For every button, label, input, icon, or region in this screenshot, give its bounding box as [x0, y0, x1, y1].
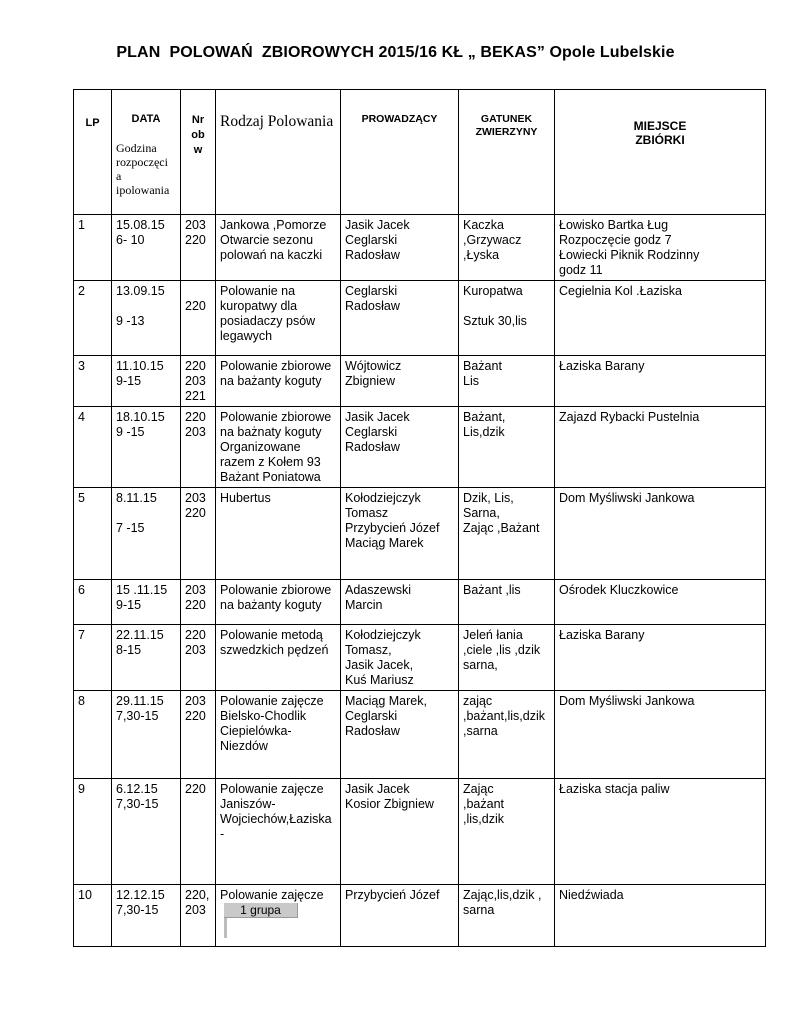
cell-nr: 220 [181, 779, 216, 885]
cell-gatunek: zając ,bażant,lis,dzik ,sarna [459, 691, 555, 779]
cell-lp: 2 [74, 281, 112, 356]
cell-nr: 203 220 [181, 691, 216, 779]
cell-miejsce: Cegielnia Kol .Łaziska [555, 281, 766, 356]
cell-prowadzacy: Jasik Jacek Ceglarski Radosław [341, 215, 459, 281]
header-gatunek: GATUNEK ZWIERZYNY [459, 90, 555, 215]
header-data [112, 90, 181, 215]
cell-rodzaj: Polowanie na kuropatwy dla posiadaczy psów legawych [216, 281, 341, 356]
cell-prowadzacy: Jasik Jacek Ceglarski Radosław [341, 407, 459, 488]
cell-date: 15.08.15 6- 10 [112, 215, 181, 281]
group-marker [224, 918, 227, 938]
table-row [74, 691, 766, 779]
cell-miejsce: Łaziska Barany [555, 625, 766, 691]
table-row [74, 407, 766, 488]
cell-lp: 9 [74, 779, 112, 885]
table-row [74, 779, 766, 885]
cell-lp: 6 [74, 580, 112, 625]
cell-lp: 1 [74, 215, 112, 281]
header-miejsce: MIEJSCE ZBIÓRKI [555, 90, 766, 215]
cell-lp: 10 [74, 885, 112, 947]
cell-date: 12.12.15 7,30-15 [112, 885, 181, 947]
table-row [74, 580, 766, 625]
cell-nr: 203 220 [181, 215, 216, 281]
table-row [74, 625, 766, 691]
cell-rodzaj: Polowanie zajęcze Janiszów- Wojciechów,Łaziska - [216, 779, 341, 885]
cell-rodzaj: Hubertus [216, 488, 341, 580]
table-row [74, 488, 766, 580]
table-row [74, 215, 766, 281]
cell-date: 29.11.15 7,30-15 [112, 691, 181, 779]
cell-gatunek: Bażant ,lis [459, 580, 555, 625]
page-title: PLAN POLOWAŃ ZBIOROWYCH 2015/16 KŁ „ BEKAS” Opole Lubelskie [116, 44, 675, 61]
cell-miejsce: Niedźwiada [555, 885, 766, 947]
group-label: 1 grupa [224, 903, 298, 918]
cell-lp: 5 [74, 488, 112, 580]
cell-lp: 4 [74, 407, 112, 488]
cell-miejsce: Ośrodek Kluczkowice [555, 580, 766, 625]
cell-gatunek: Kuropatwa Sztuk 30,lis [459, 281, 555, 356]
cell-gatunek: Bażant, Lis,dzik [459, 407, 555, 488]
cell-rodzaj: Polowanie zajęcze Bielsko-Chodlik Ciepielówka- Niezdów [216, 691, 341, 779]
hunt-plan-table [73, 89, 766, 947]
cell-prowadzacy: Wójtowicz Zbigniew [341, 356, 459, 407]
cell-rodzaj [216, 885, 341, 947]
cell-prowadzacy: Kołodziejczyk Tomasz Przybycień Józef Maciąg Marek [341, 488, 459, 580]
cell-miejsce: Zajazd Rybacki Pustelnia [555, 407, 766, 488]
cell-nr: 203 220 [181, 580, 216, 625]
cell-prowadzacy: Adaszewski Marcin [341, 580, 459, 625]
table-header-row [74, 90, 766, 215]
cell-rodzaj-text: Polowanie zajęcze [220, 888, 324, 902]
table-row [74, 281, 766, 356]
cell-gatunek: Dzik, Lis, Sarna, Zając ,Bażant [459, 488, 555, 580]
cell-rodzaj: Polowanie metodą szwedzkich pędzeń [216, 625, 341, 691]
cell-date: 22.11.15 8-15 [112, 625, 181, 691]
cell-date: 11.10.15 9-15 [112, 356, 181, 407]
cell-lp: 3 [74, 356, 112, 407]
cell-date: 6.12.15 7,30-15 [112, 779, 181, 885]
cell-prowadzacy: Maciąg Marek, Ceglarski Radosław [341, 691, 459, 779]
cell-gatunek: Bażant Lis [459, 356, 555, 407]
table-row [74, 885, 766, 947]
cell-date: 18.10.15 9 -15 [112, 407, 181, 488]
cell-prowadzacy: Jasik Jacek Kosior Zbigniew [341, 779, 459, 885]
cell-gatunek: Kaczka ,Grzywacz ,Łyska [459, 215, 555, 281]
cell-rodzaj: Jankowa ,Pomorze Otwarcie sezonu polowań na kaczki [216, 215, 341, 281]
cell-rodzaj: Polowanie zbiorowe na bażanty koguty [216, 580, 341, 625]
cell-date: 8.11.15 7 -15 [112, 488, 181, 580]
header-data-label: DATA [131, 113, 161, 125]
header-rodzaj: Rodzaj Polowania [216, 90, 341, 215]
header-data-sub: Godzina rozpoczęci a ipolowania [116, 141, 170, 197]
cell-gatunek: Jeleń łania ,ciele ,lis ,dzik sarna, [459, 625, 555, 691]
cell-lp: 8 [74, 691, 112, 779]
cell-nr: 220 203 221 [181, 356, 216, 407]
cell-prowadzacy: Kołodziejczyk Tomasz, Jasik Jacek, Kuś Mariusz [341, 625, 459, 691]
cell-miejsce: Dom Myśliwski Jankowa [555, 488, 766, 580]
cell-gatunek: Zając,lis,dzik , sarna [459, 885, 555, 947]
cell-miejsce: Łaziska Barany [555, 356, 766, 407]
cell-lp: 7 [74, 625, 112, 691]
header-prowadzacy: PROWADZĄCY [341, 90, 459, 215]
header-nr-obw: Nr ob w [181, 90, 216, 215]
cell-miejsce: Łaziska stacja paliw [555, 779, 766, 885]
cell-nr: 220 [181, 281, 216, 356]
cell-nr: 203 220 [181, 488, 216, 580]
cell-prowadzacy: Przybycień Józef [341, 885, 459, 947]
header-lp: LP [74, 90, 112, 215]
table-row [74, 356, 766, 407]
cell-rodzaj: Polowanie zbiorowe na bażnaty koguty Organizowane razem z Kołem 93 Bażant Poniatowa [216, 407, 341, 488]
cell-date: 15 .11.15 9-15 [112, 580, 181, 625]
cell-nr: 220 203 [181, 407, 216, 488]
cell-miejsce: Łowisko Bartka Ług Rozpoczęcie godz 7 Łowiecki Piknik Rodzinny godz 11 [555, 215, 766, 281]
cell-miejsce: Dom Myśliwski Jankowa [555, 691, 766, 779]
cell-nr: 220, 203 [181, 885, 216, 947]
cell-prowadzacy: Ceglarski Radosław [341, 281, 459, 356]
cell-nr: 220 203 [181, 625, 216, 691]
cell-date: 13.09.15 9 -13 [112, 281, 181, 356]
cell-gatunek: Zając ,bażant ,lis,dzik [459, 779, 555, 885]
cell-rodzaj: Polowanie zbiorowe na bażanty koguty [216, 356, 341, 407]
